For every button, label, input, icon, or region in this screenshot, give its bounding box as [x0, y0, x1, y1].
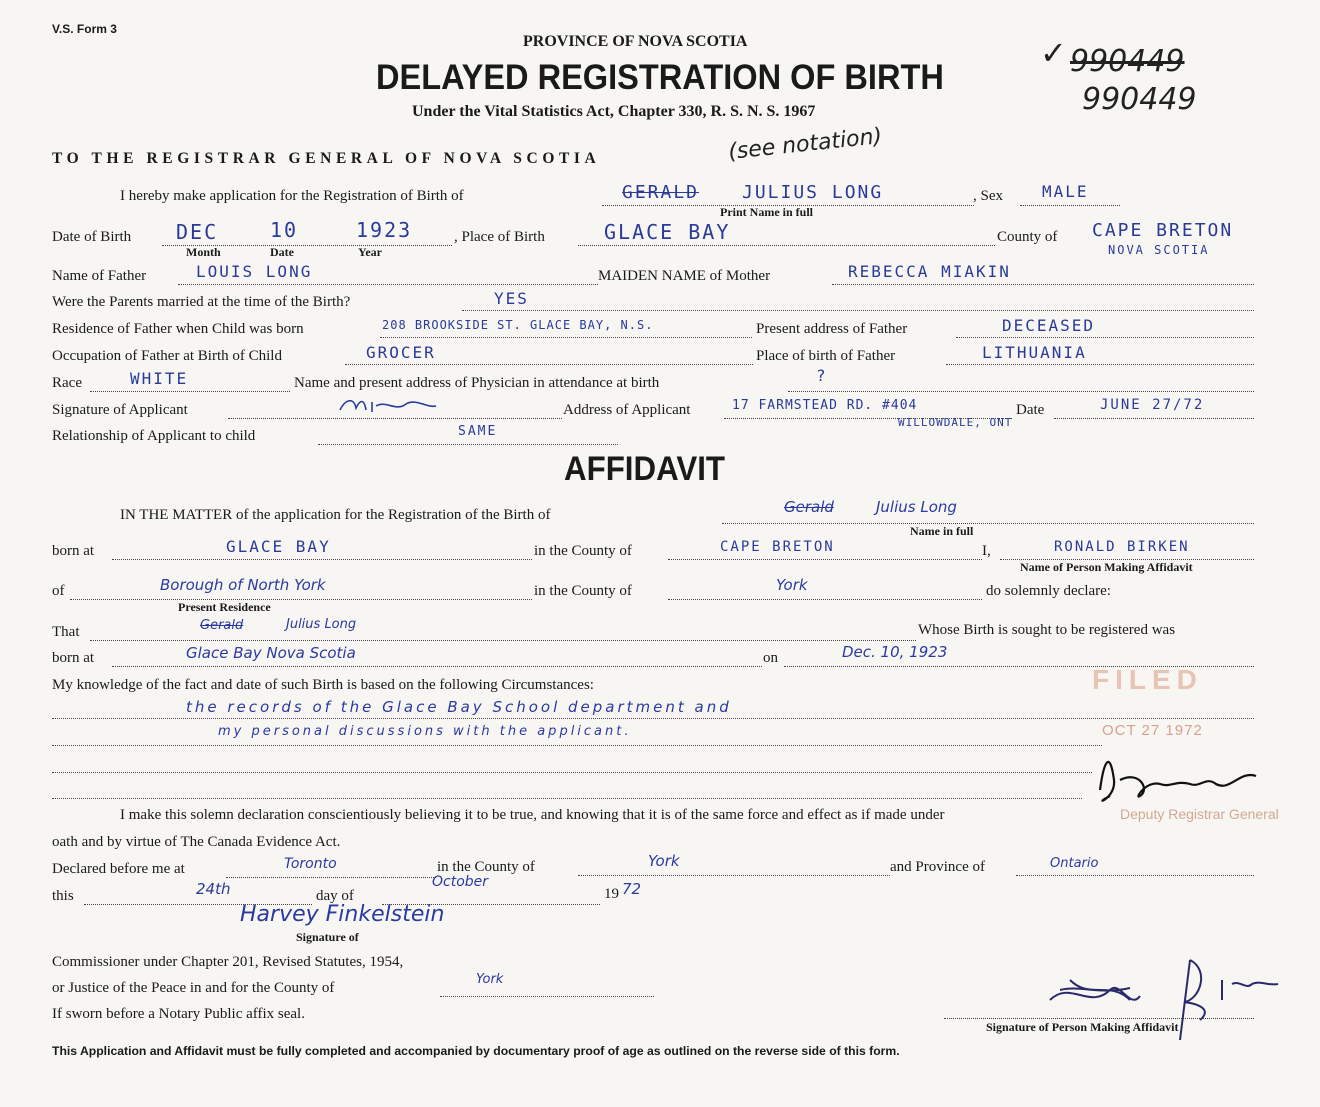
notary-note: If sworn before a Notary Public affix seal. [52, 1006, 305, 1022]
relationship-value: SAME [458, 424, 498, 439]
that-label: That [52, 624, 80, 640]
county-value: CAPE BRETON [1092, 220, 1234, 241]
filed-date: OCT 27 1972 [1102, 722, 1203, 739]
mother-value: REBECCA MIAKIN [848, 262, 1011, 281]
signature-of-label: Signature of [296, 930, 359, 944]
whose-birth-label: Whose Birth is sought to be registered was [918, 622, 1176, 638]
county3-value: York [648, 852, 680, 870]
sex-label: , Sex [973, 188, 1003, 204]
county3-label: in the County of [437, 859, 535, 875]
declare-label: do solemnly declare: [986, 583, 1111, 599]
pob-father-value: LITHUANIA [982, 343, 1087, 362]
dob-month: DEC [176, 220, 219, 244]
solemn-line-1: I make this solemn declaration conscientiously believing it to be true, and knowing that it is of the same force and effect as if made under [120, 807, 945, 823]
print-name-label: Print Name in full [720, 205, 813, 219]
footer-note: This Application and Affidavit must be fully completed and accompanied by documentary proof of age as outlined on the reverse side of this form. [52, 1044, 900, 1058]
born-at-label: born at [52, 543, 95, 559]
i-label: I, [982, 543, 991, 559]
occupation-label: Occupation of Father at Birth of Child [52, 348, 282, 364]
dob-year: 1923 [356, 218, 413, 242]
affidavit-title: AFFIDAVIT [564, 450, 726, 488]
filed-stamp: FILED [1092, 664, 1203, 695]
notation-note: (see notation) [727, 124, 884, 165]
relationship-label: Relationship of Applicant to child [52, 428, 256, 444]
county-note: NOVA SCOTIA [1108, 243, 1210, 257]
affidavit-county2-value: York [776, 576, 808, 594]
address-note: WILLOWDALE, ONT [898, 416, 1013, 429]
year-label: Year [358, 245, 382, 259]
born-at-value: GLACE BAY [226, 537, 331, 556]
child-name-value: JULIUS LONG [742, 182, 884, 203]
circumstance-line-2: my personal discussions with the applicant. [218, 724, 632, 739]
mother-label: MAIDEN NAME of Mother [598, 268, 771, 284]
registrar-heading: TO THE REGISTRAR GENERAL OF NOVA SCOTIA [52, 150, 601, 167]
race-label: Race [52, 375, 82, 391]
born-at2-value: Glace Bay Nova Scotia [186, 644, 356, 662]
check-mark: ✓ [1040, 34, 1067, 72]
commissioner-line-1: Commissioner under Chapter 201, Revised Statutes, 1954, [52, 954, 404, 970]
that-name-struck: Gerald [200, 618, 244, 633]
intro-label: I hereby make application for the Registration of Birth of [120, 188, 464, 204]
month-label: Month [186, 245, 221, 259]
physician-label: Name and present address of Physician in attendance at birth [294, 375, 660, 391]
year-prefix: 19 [604, 886, 619, 902]
applicant-signature [336, 394, 446, 421]
occupation-value: GROCER [366, 343, 436, 362]
affidavit-name-value: Julius Long [876, 498, 957, 516]
commissioner-signature: Harvey Finkelstein [240, 902, 445, 927]
affiant-name-label: Name of Person Making Affidavit [1020, 560, 1193, 574]
name-in-full-label: Name in full [910, 524, 974, 538]
year-value: 72 [622, 880, 642, 898]
that-name-value: Julius Long [286, 617, 357, 632]
res-father-label: Residence of Father when Child was born [52, 321, 304, 337]
form-title: DELAYED REGISTRATION OF BIRTH [376, 58, 944, 97]
affidavit-county-value: CAPE BRETON [720, 539, 835, 555]
province-heading: PROVINCE OF NOVA SCOTIA [523, 33, 748, 50]
married-value: YES [494, 289, 529, 308]
child-name-struck: GERALD [622, 182, 700, 203]
born-at2-label: born at [52, 650, 95, 666]
pob-father-label: Place of birth of Father [756, 348, 896, 364]
of-label: of [52, 583, 65, 599]
present-father-value: DECEASED [1002, 316, 1096, 335]
affiant-signature [1040, 940, 1290, 1055]
circumstance-line-1: the records of the Glace Bay School department and [186, 698, 732, 716]
province-label: and Province of [890, 859, 985, 875]
place-value: GLACE BAY [604, 220, 731, 244]
commissioner-line-2: or Justice of the Peace in and for the County of [52, 980, 335, 996]
present-father-label: Present address of Father [756, 321, 908, 337]
dob-label: Date of Birth [52, 229, 132, 245]
declared-at-value: Toronto [284, 856, 337, 872]
form-id: V.S. Form 3 [52, 22, 117, 36]
registration-number-struck: 990449 [1070, 44, 1185, 79]
father-label: Name of Father [52, 268, 147, 284]
residence-value: Borough of North York [160, 576, 326, 594]
on-label: on [763, 650, 778, 666]
date-value: JUNE 27/72 [1100, 397, 1205, 413]
province-value: Ontario [1050, 856, 1099, 871]
county-label: County of [997, 229, 1058, 245]
race-value: WHITE [130, 369, 189, 388]
registration-number: 990449 [1082, 82, 1197, 117]
sex-value: MALE [1042, 182, 1089, 201]
place-label: , Place of Birth [454, 229, 545, 245]
applicant-signature-label: Signature of Applicant [52, 402, 188, 418]
this-label: this [52, 888, 74, 904]
declared-label: Declared before me at [52, 861, 185, 877]
affiant-signature-label: Signature of Person Making Affidavit [986, 1020, 1179, 1034]
act-subtitle: Under the Vital Statistics Act, Chapter 330, R. S. N. S. 1967 [412, 103, 816, 120]
married-label: Were the Parents married at the time of the Birth? [52, 294, 351, 310]
res-father-value: 208 BROOKSIDE ST. GLACE BAY, N.S. [382, 318, 654, 332]
matter-label: IN THE MATTER of the application for the Registration of the Birth of [120, 507, 551, 523]
affidavit-name-struck: Gerald [784, 498, 834, 516]
father-value: LOUIS LONG [196, 262, 313, 281]
solemn-line-2: oath and by virtue of The Canada Evidence Act. [52, 834, 341, 850]
registrar-stamp: Deputy Registrar General [1120, 806, 1279, 822]
registrar-signature [1080, 740, 1270, 825]
month-value: October [432, 874, 489, 890]
present-residence-label: Present Residence [178, 600, 271, 614]
date-label: Date [270, 245, 294, 259]
address-label: Address of Applicant [563, 402, 691, 418]
in-county2-label: in the County of [534, 583, 632, 599]
commissioner-county-value: York [476, 972, 504, 987]
day-value: 24th [196, 880, 231, 898]
knowledge-label: My knowledge of the fact and date of such Birth is based on the following Circumstances: [52, 677, 594, 693]
dob-day: 10 [270, 218, 299, 242]
affiant-name-value: RONALD BIRKEN [1054, 539, 1190, 555]
in-county-label: in the County of [534, 543, 632, 559]
on-date-value: Dec. 10, 1923 [842, 643, 948, 661]
date-field-label: Date [1016, 402, 1045, 418]
address-value: 17 FARMSTEAD RD. #404 [732, 398, 918, 413]
day-of-label: day of [316, 888, 354, 904]
physician-value: ? [816, 366, 828, 385]
